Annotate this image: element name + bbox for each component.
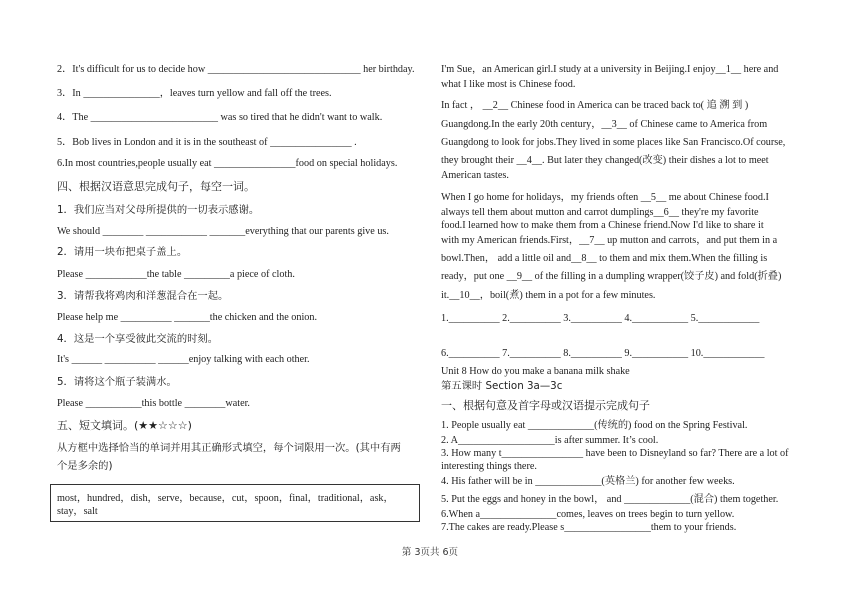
section-1-title: 一、根据句意及首字母或汉语提示完成句子 (441, 399, 650, 412)
passage-p3-line2: always tell them about mutton and carrot dumplings__6__ they're my favorite (441, 207, 759, 218)
passage-p1-line2: what I like most is Chinese food. (441, 79, 576, 90)
passage-p3-line6: ready，put one __9__ of the filling in a dumpling wrapper(饺子皮) and fold(折叠) (441, 271, 782, 282)
sentence-2-english: Please ____________the table _________a piece of cloth. (57, 269, 295, 280)
answer-blanks-6-10: 6.__________ 7.__________ 8.__________ 9.___________ 10.____________ (441, 348, 765, 359)
right-question-2: 2. A___________________is after summer. It’s cool. (441, 435, 659, 446)
sentence-1-chinese: 1．我们应当对父母所提供的一切表示感谢。 (57, 204, 260, 216)
right-question-3-cont: interesting things there. (441, 461, 537, 472)
passage-p3-line5: bowl.Then， add a little oil and__8__ to them and mix them.When the filling is (441, 253, 768, 264)
question-4: 4．The _________________________ was so tired that he didn't want to walk. (57, 112, 383, 123)
sentence-1-english: We should ________ ____________ _______everything that our parents give us. (57, 226, 389, 237)
right-question-6: 6.When a_______________comes, leaves on trees begin to turn yellow. (441, 509, 735, 520)
section-5-title: 五、短文填词。(★★☆☆☆) (57, 419, 192, 432)
word-box-words: most，hundred，dish，serve，because，cut，spoon，final，traditional，ask，stay，salt (57, 493, 394, 517)
passage-p2-line4: they brought their __4__. But later they changed(改变) their dishes a lot to meet (441, 155, 769, 166)
passage-p2-line2: Guangdong.In the early 20th century，__3__ of Chinese came to America from (441, 119, 768, 130)
sentence-5-chinese: 5．请将这个瓶子装满水。 (57, 376, 177, 388)
question-3: 3．In _______________，leaves turn yellow and fall off the trees. (57, 88, 332, 99)
right-question-1: 1. People usually eat _____________(传统的) food on the Spring Festival. (441, 420, 748, 431)
unit-title: Unit 8 How do you make a banana milk shake (441, 366, 630, 377)
page-footer: 第 3页共 6页 (401, 547, 459, 558)
sentence-3-english: Please help me __________ _______the chicken and the onion. (57, 312, 318, 323)
section-5-instruction-cont: 个是多余的) (57, 460, 113, 472)
question-5: 5．Bob lives in London and it is in the southeast of ________________ . (57, 137, 357, 148)
sentence-3-chinese: 3．请帮我将鸡肉和洋葱混合在一起。 (57, 290, 229, 302)
sentence-4-chinese: 4．这是一个享受彼此交流的时刻。 (57, 333, 219, 345)
right-question-5: 5. Put the eggs and honey in the bowl， and _____________(混合) them together. (441, 494, 779, 505)
passage-p3-line7: it.__10__，boil(煮) them in a pot for a few minutes. (441, 290, 656, 301)
section-5-instruction: 从方框中选择恰当的单词并用其正确形式填空，每个词限用一次。(其中有两 (57, 442, 401, 454)
passage-p2-line5: American tastes. (441, 170, 509, 181)
right-question-4: 4. His father will be in _____________(英格兰) for another few weeks. (441, 476, 735, 487)
lesson-title: 第五课时 Section 3a—3c (441, 380, 563, 392)
sentence-5-english: Please ___________this bottle ________water. (57, 398, 250, 409)
passage-p1-line1: I'm Sue，an American girl.I study at a university in Beijing.I enjoy__1__ here and (441, 64, 779, 75)
question-2: 2．It's difficult for us to decide how ______________________________ her birthday. (57, 64, 415, 75)
right-question-7: 7.The cakes are ready.Please s_________________them to your friends. (441, 522, 737, 533)
word-box (50, 484, 420, 522)
passage-p2-line1: In fact ， __2__ Chinese food in America can be traced back to( 追 溯 到 ) (441, 100, 749, 111)
right-question-3: 3. How many t________________ have been to Disneyland so far? There are a lot of (441, 448, 789, 459)
answer-blanks-1-5: 1.__________ 2.__________ 3.__________ 4.___________ 5.____________ (441, 313, 760, 324)
sentence-4-english: It's ______ __________ ______enjoy talking with each other. (57, 354, 310, 365)
sentence-2-chinese: 2．请用一块布把桌子盖上。 (57, 246, 188, 258)
passage-p3-line4: with my American friends.First，__7__ up mutton and carrots，and put them in a (441, 235, 778, 246)
section-4-title: 四、根据汉语意思完成句子，每空一词。 (57, 180, 255, 193)
question-6: 6.In most countries,people usually eat ________________food on special holidays. (57, 158, 398, 169)
passage-p3-line3: food.I learned how to make them from a Chinese friend.Now I'd like to share it (441, 220, 764, 231)
passage-p2-line3: Guangdong to look for jobs.They lived in some places like San Francisco.Of course, (441, 137, 786, 148)
passage-p3-line1: When I go home for holidays，my friends often __5__ me about Chinese food.I (441, 192, 769, 203)
